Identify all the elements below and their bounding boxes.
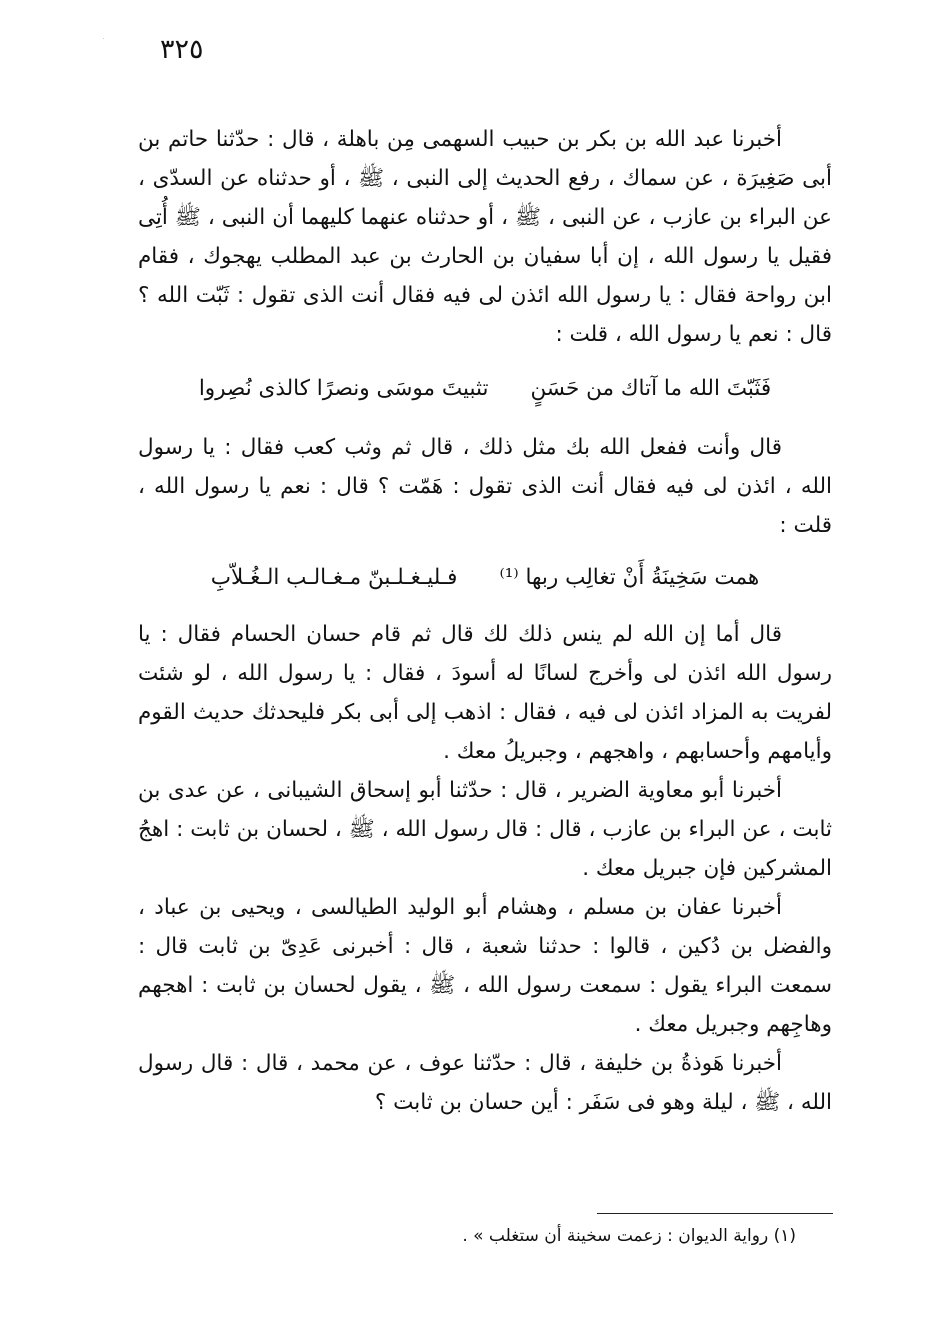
footnote: (١) رواية الديوان : زعمت سخينة أن ستغلب » . (462, 1226, 796, 1246)
footnote-divider (597, 1213, 833, 1214)
scan-speck (103, 38, 104, 39)
verse-2 (138, 555, 832, 601)
paragraph-2: قال وأنت ففعل الله بك مثل ذلك ، قال ثم وثب كعب فقال : يا رسول الله ، ائذن لى فيه فقال أنت الذى تقول : هَمّت ؟ قال : نعم يا رسول الله ، قلت : (138, 435, 832, 538)
page-number: ٣٢٥ (160, 34, 204, 65)
main-text (138, 120, 832, 1122)
verse-2-second-hemistich: فـليـغـلـبنّ مـغـالـب الـغُـلاّبِ (210, 565, 458, 590)
paragraph-3: قال أما إن الله لم ينس ذلك لك قال ثم قام حسان الحسام فقال : يا رسول الله ائذن لى وأخرج لسانًا له أسودَ ، فقال : يا رسول الله ، لو شئت لفريت به المزاد ائذن لى فيه ، فقال : اذهب إلى أبى بكر فليحدثك حديث القوم وأيامهم وأحسابهم ، واهجهم ، وجبريلُ معك . (138, 622, 832, 764)
paragraph-1: أخبرنا عبد الله بن بكر بن حبيب السهمى مِن باهلة ، قال : حدّثنا حاتم بن أبى صَغِيرَة ، عن سماك ، رفع الحديث إلى النبى ، ﷺ ، أو حدثناه عن السدّى ، عن البراء بن عازب ، عن النبى ، ﷺ ، أو حدثناه عنهما كليهما أن النبى ، ﷺ أُتِى فقيل يا رسول الله ، إن أبا سفيان بن الحارث بن عبد المطلب يهجوك ، فقام ابن رواحة فقال : يا رسول الله ائذن لى فيه فقال أنت الذى تقول : ثَبّت الله ؟ قال : نعم يا رسول الله ، قلت : (138, 127, 832, 347)
paragraph-5: أخبرنا عفان بن مسلم ، وهشام أبو الوليد الطيالسى ، ويحيى بن عباد ، والفضل بن دُكين ، قالوا : حدثنا شعبة ، قال : أخبرنى عَدِىّ بن ثابت قال : سمعت البراء يقول : سمعت رسول الله ، ﷺ ، يقول لحسان بن ثابت : اهجهم وهاجِهم وجبريل معك . (138, 895, 832, 1037)
verse-1 (138, 366, 832, 412)
verse-1-second-hemistich: تثبيتَ موسَى ونصرًا كالذى نُصِروا (198, 376, 489, 401)
paragraph-4: أخبرنا أبو معاوية الضرير ، قال : حدّثنا أبو إسحاق الشيبانى ، عن عدى بن ثابت ، عن البراء بن عازب ، قال : قال رسول الله ، ﷺ ، لحسان بن ثابت : اهجُ المشركين فإن جبريل معك . (138, 778, 832, 881)
verse-2-first-hemistich: همت سَخِينَةُ أَنْ تغالِب ربها ⁽¹⁾ (499, 565, 760, 590)
verse-1-first-hemistich: فَثَبّتَ الله ما آتاك من حَسَنٍ (530, 376, 772, 401)
paragraph-6: أخبرنا هَوذةُ بن خليفة ، قال : حدّثنا عوف ، عن محمد ، قال : قال رسول الله ، ﷺ ، ليلة وهو فى سَفَر : أين حسان بن ثابت ؟ (138, 1051, 832, 1115)
